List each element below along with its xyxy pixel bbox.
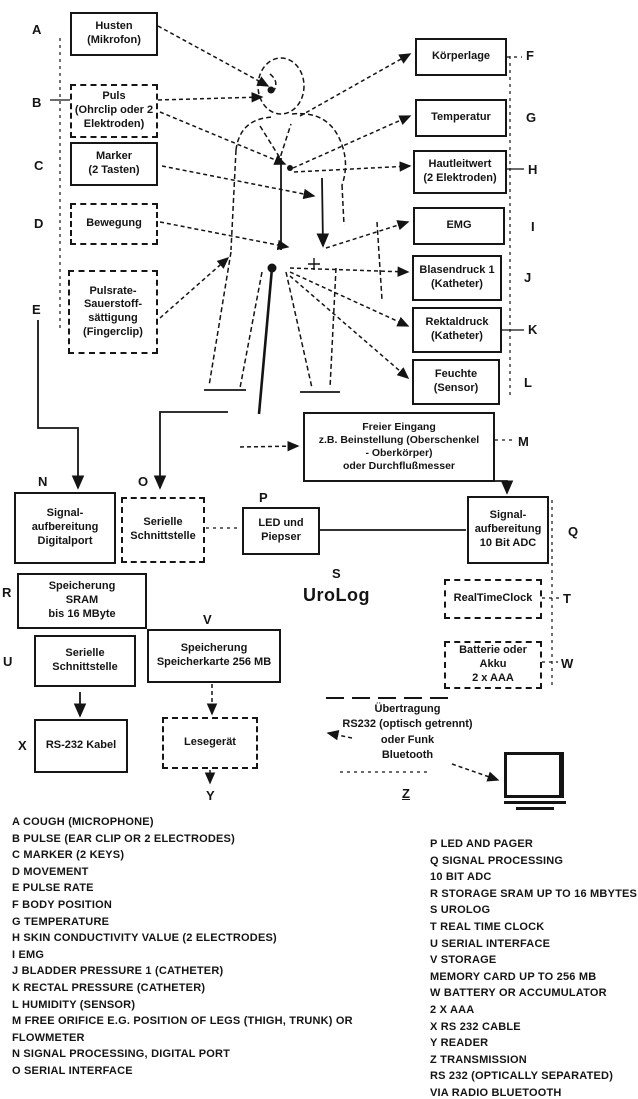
box-led-pager (242, 507, 320, 555)
legend-line: W BATTERY OR ACCUMULATOR (430, 987, 607, 1000)
letter-E: E (32, 302, 41, 317)
box-bladder-pressure (412, 255, 502, 301)
box-serial-interface-1 (121, 497, 205, 563)
device-title: UroLog (303, 585, 370, 605)
legend-line: G TEMPERATURE (12, 915, 110, 928)
box-serial-interface-2-label: Serielle Schnittstelle (52, 647, 118, 673)
box-body-position-label: Körperlage (431, 50, 491, 63)
letter-C: C (34, 158, 44, 173)
box-cough (70, 12, 158, 56)
legend-line: MEMORY CARD UP TO 256 MB (430, 970, 597, 983)
box-storage-memory-card-label: Speicherung Speicherkarte 256 MB (156, 642, 272, 668)
legend-line: F BODY POSITION (12, 898, 112, 911)
box-humidity-label: Feuchte (Sensor) (433, 368, 479, 394)
legend-line: J BLADDER PRESSURE 1 (CATHETER) (12, 965, 224, 978)
box-movement (70, 203, 158, 245)
legend-line: Z TRANSMISSION (430, 1053, 527, 1066)
monitor-base (504, 801, 566, 804)
box-marker-label: Marker (2 Tasten) (88, 150, 140, 176)
box-skin-conductivity-label: Hautleitwert (2 Elektroden) (423, 158, 497, 184)
letter-J: J (524, 270, 532, 285)
letter-P: P (259, 490, 268, 505)
legend-line: I EMG (12, 948, 45, 961)
legend-line: Q SIGNAL PROCESSING (430, 854, 564, 867)
legend-line: P LED AND PAGER (430, 838, 534, 850)
box-battery-label: Batterie oder Akku 2 x AAA (459, 644, 527, 684)
legend-line: O SERIAL INTERFACE (12, 1064, 133, 1077)
letter-K: K (528, 322, 538, 337)
box-humidity (412, 359, 500, 405)
letter-A: A (32, 22, 42, 37)
letter-Z: Z (402, 786, 410, 801)
legend-left-column (12, 814, 432, 1080)
box-reader-label: Lesegerät (184, 736, 236, 749)
legend-line: 10 BIT ADC (430, 871, 492, 884)
box-rectal-pressure (412, 307, 502, 353)
human-figure (209, 58, 382, 388)
legend-line: H SKIN CONDUCTIVITY VALUE (2 ELECTRODES) (12, 932, 277, 945)
letter-H: H (528, 162, 538, 177)
transmission-block: Übertragung RS232 (optisch getrennt) oder Funk Bluetooth (342, 703, 473, 762)
box-signal-processing-adc (467, 496, 549, 564)
box-storage-memory-card (147, 629, 281, 683)
box-serial-interface-1-label: Serielle Schnittstelle (130, 516, 196, 542)
legend-line: Y READER (430, 1037, 489, 1050)
box-emg (413, 207, 505, 245)
legend-line: B PULSE (EAR CLIP OR 2 ELECTRODES) (12, 832, 235, 845)
legend-line: RS 232 (OPTICALLY SEPARATED) (430, 1070, 614, 1083)
letter-B: B (32, 95, 42, 110)
box-body-position (415, 38, 507, 76)
legend-right-column (430, 836, 638, 1099)
box-rs232-cable (34, 719, 128, 773)
legend-line: C MARKER (2 KEYS) (12, 849, 125, 862)
box-pulserate-spo2-label: Pulsrate- Sauerstoff- sättigung (Fingerclip) (83, 284, 143, 338)
box-movement-label: Bewegung (86, 217, 142, 230)
box-pulse-label: Puls (Ohrclip oder 2 Elektroden) (74, 90, 154, 130)
box-serial-interface-2 (34, 635, 136, 687)
letter-T: T (563, 591, 571, 606)
box-cough-label: Husten (Mikrofon) (87, 20, 141, 46)
legend-line: K RECTAL PRESSURE (CATHETER) (12, 981, 206, 994)
box-signal-processing-adc-label: Signal- aufbereitung 10 Bit ADC (474, 509, 542, 549)
legend-line: FLOWMETER (12, 1031, 85, 1044)
legend-line: A COUGH (MICROPHONE) (12, 816, 154, 828)
letter-S: S (332, 566, 341, 581)
legend-line: S UROLOG (430, 904, 491, 917)
box-marker (70, 142, 158, 186)
legend-line: U SERIAL INTERFACE (430, 937, 551, 950)
letter-R: R (2, 585, 12, 600)
legend-line: VIA RADIO BLUETOOTH (430, 1086, 562, 1099)
monitor-screen (504, 752, 564, 798)
letter-X: X (18, 738, 27, 753)
letter-Y: Y (206, 788, 215, 803)
box-emg-label: EMG (446, 219, 472, 232)
box-free-input-label: Freier Eingang z.B. Beinstellung (Oberschenkel - Oberkörper) oder Durchflußmesser (318, 420, 480, 473)
box-storage-sram-label: Speicherung SRAM bis 16 MByte (48, 580, 116, 620)
letter-G: G (526, 110, 537, 125)
legend-line: 2 X AAA (430, 1003, 475, 1016)
box-realtime-clock (444, 579, 542, 619)
letter-U: U (3, 654, 13, 669)
letter-M: M (518, 434, 529, 449)
letter-W: W (561, 656, 574, 671)
letter-I: I (531, 219, 535, 234)
box-free-input (303, 412, 495, 482)
legend-line: L HUMIDITY (SENSOR) (12, 998, 136, 1011)
box-temperature-label: Temperatur (431, 111, 491, 124)
box-storage-sram (17, 573, 147, 629)
legend-line: N SIGNAL PROCESSING, DIGITAL PORT (12, 1048, 231, 1061)
letter-Q: Q (568, 524, 579, 539)
box-rs232-cable-label: RS-232 Kabel (45, 739, 117, 752)
letter-V: V (203, 612, 212, 627)
box-pulse (70, 84, 158, 138)
letter-F: F (526, 48, 534, 63)
letter-O: O (138, 474, 149, 489)
box-led-pager-label: LED und Piepser (258, 517, 304, 543)
legend-line: D MOVEMENT (12, 865, 89, 878)
figure-details (204, 158, 340, 414)
letter-D: D (34, 216, 44, 231)
letter-N: N (38, 474, 48, 489)
box-pulserate-spo2 (68, 270, 158, 354)
box-signal-processing-digital-label: Signal- aufbereitung Digitalport (31, 507, 99, 547)
box-bladder-pressure-label: Blasendruck 1 (Katheter) (419, 264, 495, 290)
legend-line: E PULSE RATE (12, 882, 94, 895)
legend-line: T REAL TIME CLOCK (430, 920, 545, 933)
legend-line: X RS 232 CABLE (430, 1020, 521, 1033)
legend-line: M FREE ORIFICE E.G. POSITION OF LEGS (THIGH, TRUNK) OR (12, 1015, 353, 1028)
legend-line: R STORAGE SRAM UP TO 16 MBYTES (430, 887, 638, 900)
box-rectal-pressure-label: Rektaldruck (Katheter) (425, 316, 489, 342)
legend-line: V STORAGE (430, 954, 497, 967)
box-reader (162, 717, 258, 769)
box-realtime-clock-label: RealTimeClock (453, 592, 533, 605)
computer-monitor-icon (504, 752, 568, 810)
box-signal-processing-digital (14, 492, 116, 564)
box-battery (444, 641, 542, 689)
box-skin-conductivity (413, 150, 507, 194)
monitor-foot (516, 807, 554, 810)
box-temperature (415, 99, 507, 137)
letter-L: L (524, 375, 532, 390)
